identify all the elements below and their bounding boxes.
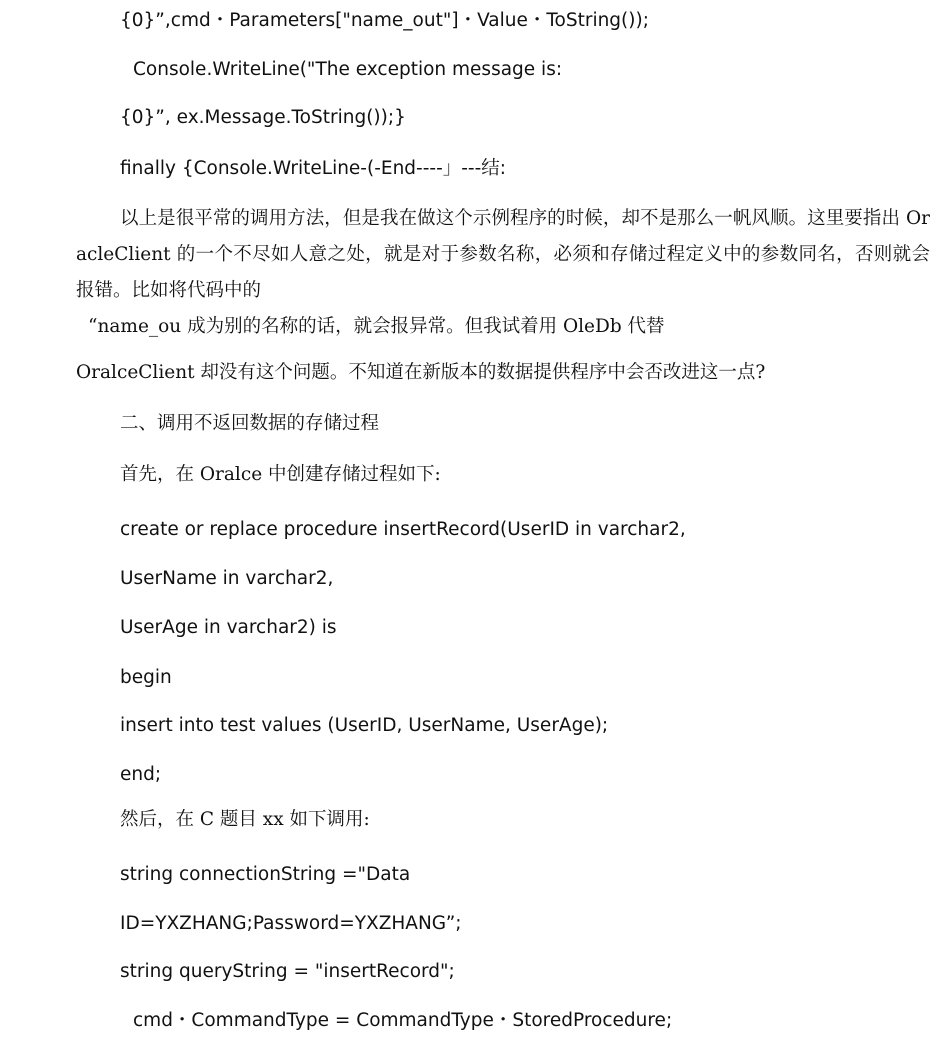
code-line-insert: insert into test values (UserID, UserName, UserAge);	[120, 715, 609, 736]
code-line-query-string: string queryString = "insertRecord";	[120, 961, 455, 982]
code-line-finally: finally {Console.WriteLine-(-End----」---结:	[120, 158, 506, 179]
code-line-console-writeline: Console.WriteLine("The exception message is:	[133, 59, 563, 80]
code-line-parameters: {0}”,cmd・Parameters["name_out"]・Value・ToString());	[120, 10, 649, 31]
code-line-username: UserName in varchar2,	[120, 568, 334, 589]
body-line-oledb: OralceClient 却没有这个问题。不知道在新版本的数据提供程序中会否改进这一点?	[76, 362, 766, 383]
code-line-credentials: ID=YXZHANG;Password=YXZHANG”;	[120, 913, 462, 934]
body-line-name-out: “name_ou 成为别的名称的话，就会报异常。但我试着用 OleDb 代替	[88, 316, 665, 337]
body-line-create-procedure: 首先，在 Oralce 中创建存储过程如下:	[120, 464, 441, 485]
code-line-exception-message: {0}”, ex.Message.ToString());}	[120, 107, 406, 128]
code-line-begin: begin	[120, 667, 172, 688]
body-paragraph-oracleclient-note: 以上是很平常的调用方法，但是我在做这个示例程序的时候，却不是那么一帆风顺。这里要指出 OracleClient 的一个不尽如人意之处，就是对于参数名称，必须和存储过程定义中的参数同名，否则就会报错。比如将代码中的	[76, 208, 930, 301]
code-line-end: end;	[120, 764, 162, 785]
body-line-then-call: 然后，在 C 题目 xx 如下调用:	[120, 809, 370, 830]
code-line-userage: UserAge in varchar2) is	[120, 617, 337, 638]
code-line-command-type: cmd・CommandType = CommandType・StoredProcedure;	[133, 1010, 673, 1031]
section-heading: 二、调用不返回数据的存储过程	[120, 413, 380, 434]
code-line-connection-string: string connectionString ="Data	[120, 864, 411, 885]
code-line-create-procedure: create or replace procedure insertRecord(UserID in varchar2,	[120, 519, 686, 540]
